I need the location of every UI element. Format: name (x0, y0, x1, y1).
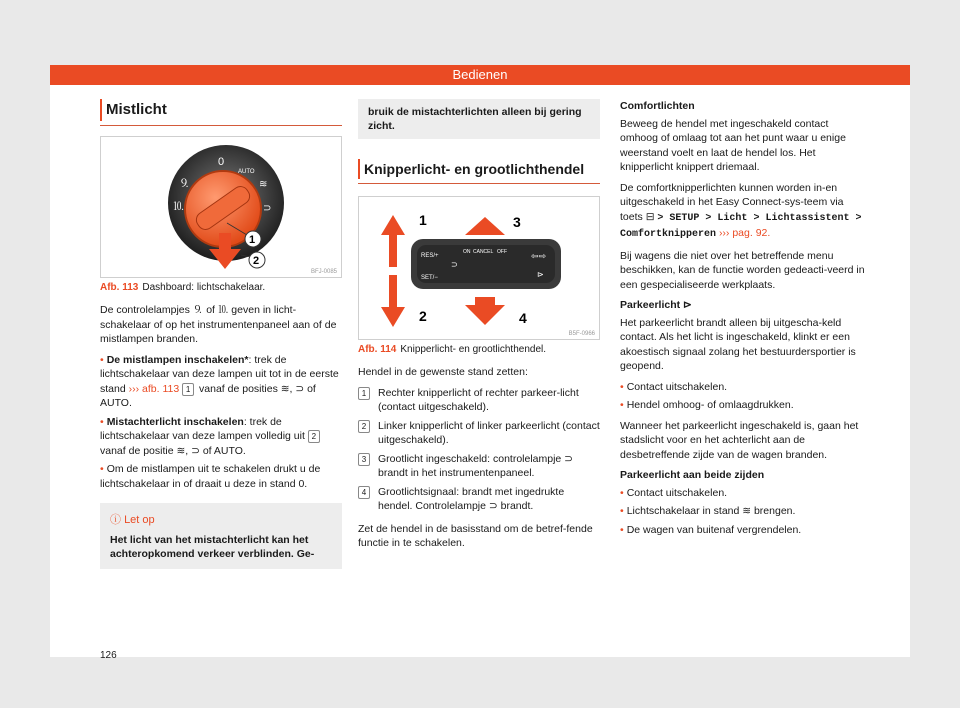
page-number: 126 (100, 650, 117, 661)
figure-caption-text: Dashboard: lichtschakelaar. (142, 282, 266, 293)
low-beam-icon: ⊃ (263, 203, 272, 214)
step-text: Grootlichtsignaal: brandt met ingedrukte hendel. Controlelampje ⊃ brandt. (378, 485, 565, 512)
bullet-head: Mistachterlicht inschakelen (106, 415, 244, 428)
bullet-dot: • (100, 353, 104, 366)
high-beam-icon: ⊃ (451, 260, 458, 269)
list-item (620, 380, 865, 395)
para-comfort-2 (620, 181, 865, 243)
arrow-down-center (465, 297, 505, 325)
list-item-text: Lichtschakelaar in stand ≋ brengen. (626, 505, 796, 517)
column-knipperlicht (358, 99, 600, 557)
note-heading (110, 511, 332, 527)
bullet-rear-fog-on (100, 415, 342, 459)
list-item (620, 486, 865, 501)
heading-parkeerlicht (620, 298, 865, 313)
step-text: Grootlicht ingeschakeld: controlelampje ⊃ brandt in het instrumentenpaneel. (378, 452, 573, 479)
parking-light-icon: ⊳ (683, 299, 692, 311)
column-mistlicht (100, 99, 342, 661)
list-item (620, 504, 865, 519)
arrow-up-center (465, 217, 505, 235)
step-item (358, 419, 600, 448)
position-auto-label: AUTO (238, 169, 255, 175)
para-intro: De controlelampjes ⒐ of ⒑ geven in licht-schakelaar of op het instrumentenpaneel aan of de mistlampen branden. (100, 304, 337, 345)
bullet-text: Om de mistlampen uit te schakelen drukt u de lichtschakelaar in of draait u deze in stand 0. (100, 463, 321, 490)
step-text: Linker knipperlicht of linker parkeerlicht (contact uitgeschakeld). (378, 419, 600, 446)
list-item (620, 398, 865, 413)
page-reference-link[interactable]: ››› pag. 92. (718, 227, 771, 239)
arrow-up-left (381, 215, 405, 267)
step-marker: 2 (308, 430, 320, 443)
callout-2-label: 2 (253, 255, 260, 267)
bullet-text: : trek de lichtschakelaar van deze lampen volledig uit (100, 415, 305, 442)
heading-text: Parkeerlicht (620, 299, 681, 311)
step-marker: 1 (182, 383, 194, 396)
bullet-head: De mistlampen inschakelen* (106, 353, 249, 366)
note-heading-text: Let op (124, 514, 155, 526)
parking-icon: ⊳ (537, 270, 544, 279)
figure-code: B5F-0966 (568, 331, 595, 337)
light-switch-illustration (101, 137, 341, 277)
note-text-cont: bruik de mistachterlichten alleen bij gering zicht. (368, 106, 582, 132)
set-label: SET/− (421, 275, 438, 281)
bullet-dot: • (620, 486, 624, 499)
list-item-text: De wagen van buitenaf vergrendelen. (626, 523, 802, 536)
figure-114 (358, 196, 600, 340)
step-marker: 3 (358, 453, 370, 466)
bullet-dot: • (620, 505, 624, 517)
callout-1-label: 1 (249, 234, 256, 246)
figure-label: Afb. 114 (358, 344, 397, 355)
para-park-2: Wanneer het parkeerlicht ingeschakeld is, gaan het stadslicht voor en het achterlicht aan de desbetreffende zijde van de wagen branden. (620, 419, 859, 461)
list-item (620, 523, 865, 538)
step-item (358, 485, 600, 514)
callout-4-label: 4 (519, 310, 527, 326)
step-marker: 1 (358, 387, 370, 400)
on-label: ON (463, 249, 471, 255)
position-0-label: 0 (218, 156, 225, 168)
bullet-dot: • (100, 415, 104, 428)
section-title-mistlicht: Mistlicht (100, 99, 342, 121)
para-park-1: Het parkeerlicht brandt alleen bij uitgescha-keld contact. Als het licht is ingeschakeld, klinkt er een akoestisch signaal zolang het bestuurdersportier is geopend. (620, 316, 856, 372)
figure-caption-text: Knipperlicht- en grootlichthendel. (400, 344, 547, 355)
bullet-dot: • (620, 380, 624, 393)
step-marker: 4 (358, 486, 370, 499)
cancel-label: CANCEL (473, 249, 494, 255)
arrow-down-left (381, 275, 405, 327)
step-item (358, 452, 600, 481)
para-comfort-1: Beweeg de hendel met ingeschakeld contact omhoog of omlaag tot aan het punt waar u enige weerstand voelt en laat de hendel los. Het knipperlicht knippert driemaal. (620, 117, 846, 173)
info-icon: ⓘ (110, 514, 125, 526)
warning-note-continued (358, 99, 600, 139)
rear-fog-icon: ⒑ (173, 200, 184, 213)
bullet-tail: vanaf de positie ≋, ⊃ of AUTO. (100, 444, 246, 457)
step-marker: 2 (358, 420, 370, 433)
heading-comfortlichten: Comfortlichten (620, 100, 695, 112)
steps-intro: Hendel in de gewenste stand zetten: (358, 366, 528, 378)
res-label: RES/+ (421, 253, 439, 259)
bullet-dot: • (620, 399, 624, 411)
callout-2-label: 2 (419, 308, 427, 324)
bullet-dot: • (100, 463, 104, 475)
list-item-text: Contact uitschakelen. (626, 380, 728, 393)
para-text: De comfortknipperlichten kunnen worden in-en uitgeschakeld in het Easy Connect-sys-teem via toets (620, 181, 844, 223)
section-title-knipperlicht: Knipperlicht- en grootlichthendel (358, 159, 600, 179)
figure-113-caption (100, 282, 342, 293)
para-comfort-3: Bij wagens die niet over het betreffende menu beschikken, kan de functie worden gedeacti-veerd in een gespecialiseerde werkplaats. (620, 249, 865, 291)
callout-1-label: 1 (419, 212, 427, 228)
figure-label: Afb. 113 (100, 282, 139, 293)
figure-113 (100, 136, 342, 278)
bullet-fog-off (100, 462, 342, 491)
list-item-text: Contact uitschakelen. (626, 486, 728, 499)
parking-light-icon: ≋ (259, 179, 268, 190)
step-text: Rechter knipperlicht of rechter parkeer-licht (contact uitgeschakeld). (378, 386, 579, 413)
steps-outro: Zet de hendel in de basisstand om de betref-fende functie in te schakelen. (358, 522, 593, 549)
off-label: OFF (497, 249, 507, 255)
bullet-fog-on (100, 353, 342, 411)
car-menu-icon: ⊟ (645, 210, 655, 223)
figure-code: BFJ-0085 (310, 269, 337, 275)
front-fog-icon: ⒐ (179, 177, 190, 190)
figure-114-caption (358, 344, 600, 355)
bullet-text: : trek de lichtschakelaar van deze lampen uit tot in de eerste stand (100, 353, 339, 395)
step-item (358, 386, 600, 415)
bullet-tail: vanaf de posities ≋, ⊃ of AUTO. (100, 382, 316, 409)
list-item-text: Hendel omhoog- of omlaagdrukken. (626, 399, 794, 411)
manual-page (50, 65, 910, 661)
section-header: Bedienen (50, 65, 910, 85)
turn-signal-icon: ⇦⇨ (531, 252, 547, 262)
heading-parkeerlicht-beide: Parkeerlicht aan beide zijden (620, 469, 765, 481)
stalk-illustration (359, 197, 599, 339)
callout-3-label: 3 (513, 214, 521, 230)
note-text: Het licht van het mistachterlicht kan het achteropkomend verkeer verblinden. Ge- (110, 534, 315, 560)
figure-reference-link[interactable]: ››› afb. 113 (128, 382, 180, 395)
bullet-dot: • (620, 523, 624, 536)
warning-note (100, 503, 342, 569)
column-comfort (620, 99, 865, 541)
menu-path: > SETUP > Licht > Lichtassistent > Comfortknipperen (620, 212, 862, 240)
